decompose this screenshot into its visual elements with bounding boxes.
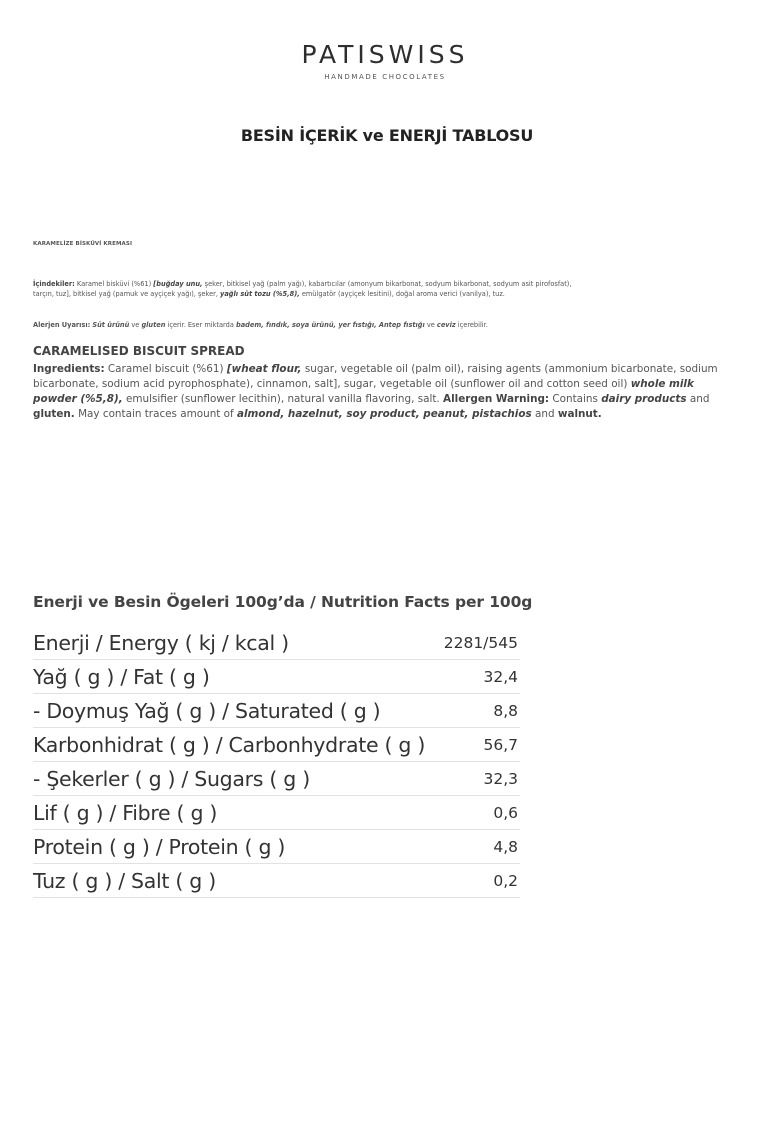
english-product-heading: CARAMELISED BISCUIT SPREAD [33,344,245,358]
nutrition-value: 0,6 [493,803,518,822]
turkish-allergen-text: içerir. Eser miktarda [165,321,236,329]
nutrition-value: 32,3 [483,769,518,788]
english-ingredients-bold: whole milk powder (%5,8), [33,378,694,405]
turkish-allergen-bold: ceviz [436,321,456,329]
english-allergen-bold: dairy products [601,393,687,405]
turkish-allergen-bold: Süt ürünü [92,321,130,329]
nutrition-row-protein [33,830,520,864]
turkish-ingredients [33,279,593,299]
brand-name: PATISWISS [301,40,469,69]
english-ingredients-text: emulsifier (sunflower lecithin), natural vanilla flavoring, salt. [122,393,444,405]
nutrition-label: - Doymuş Yağ ( g ) / Saturated ( g ) [33,698,381,723]
english-ingredients [33,362,739,422]
nutrition-row-energy [33,626,520,660]
nutrition-label: Yağ ( g ) / Fat ( g ) [33,664,210,689]
nutrition-facts-title: Enerji ve Besin Ögeleri 100g’da / Nutrition Facts per 100g [33,593,533,611]
turkish-product-heading: KARAMELİZE BİSKÜVİ KREMASI [33,241,133,247]
english-allergen-text: and [686,393,710,405]
nutrition-label: - Şekerler ( g ) / Sugars ( g ) [33,766,310,791]
english-allergen-label: Allergen Warning: [443,393,550,405]
nutrition-label: Karbonhidrat ( g ) / Carbonhydrate ( g ) [33,732,426,757]
brand-tagline: HANDMADE CHOCOLATES [324,73,446,81]
nutrition-row-salt [33,864,520,898]
nutrition-label: Protein ( g ) / Protein ( g ) [33,834,286,859]
nutrition-row-fibre [33,796,520,830]
english-allergen-text: Contains [549,393,602,405]
nutrition-label: Enerji / Energy ( kj / kcal ) [33,630,289,655]
document-title: BESİN İÇERİK ve ENERJİ TABLOSU [240,126,534,145]
english-allergen-text: and [531,408,558,420]
english-allergen-bold: almond, hazelnut, soy product, peanut, pistachios [236,408,532,420]
turkish-allergen-label: Alerjen Uyarısı: [33,321,91,329]
turkish-ingredients-label: İçindekiler: [33,280,75,288]
nutrition-value: 56,7 [483,735,518,754]
nutrition-row-saturated [33,694,520,728]
english-allergen-text: May contain traces amount of [74,408,237,420]
turkish-allergen-text: ve [424,321,437,329]
brand-logo [0,40,760,81]
nutrition-value: 4,8 [493,837,518,856]
nutrition-value: 0,2 [493,871,518,890]
english-allergen-bold: gluten. [33,408,75,420]
nutrition-facts-table [33,626,520,898]
english-ingredients-bold: [wheat flour, [226,363,302,375]
turkish-allergen-bold: badem, fındık, soya ürünü, yer fıstığı, Antep fıstığı [235,321,425,329]
nutrition-label: Tuz ( g ) / Salt ( g ) [33,868,216,893]
english-ingredients-label: Ingredients: [33,363,105,375]
turkish-ingredients-text: şeker, bitkisel yağ (palm yağı), kabartıcılar (amonyum bikarbonat, sodyum bikarbonat, sodyum asit pirofosfat), tarçın, tuz], bitkisel yağ (pamuk ve ayçiçek yağı), şeker, [33,280,572,298]
nutrition-row-fat [33,660,520,694]
english-ingredients-text: sugar, vegetable oil (palm oil), raising agents (ammonium bicarbonate, sodium bicarbonate, sodium acid pyrophosphate), cinnamon, salt], sugar, vegetable oil (sunflower oil and cotton seed oil) [33,363,718,390]
turkish-ingredients-bold: yağlı süt tozu (%5,8), [220,290,300,298]
english-ingredients-text: Caramel biscuit (%61) [104,363,227,375]
turkish-ingredients-bold: [buğday unu, [153,280,203,288]
turkish-ingredients-text: emülgatör (ayçiçek lesitini), doğal aroma verici (vanilya), tuz. [299,290,505,298]
nutrition-value: 2281/545 [443,633,518,652]
nutrition-value: 8,8 [493,701,518,720]
turkish-allergen-warning [33,320,593,330]
english-allergen-bold: walnut. [557,408,602,420]
nutrition-row-carbohydrate [33,728,520,762]
turkish-allergen-text: içerebilir. [455,321,488,329]
turkish-allergen-bold: gluten [141,321,166,329]
nutrition-row-sugars [33,762,520,796]
nutrition-label: Lif ( g ) / Fibre ( g ) [33,800,218,825]
turkish-allergen-text: ve [129,321,142,329]
turkish-ingredients-text: Karamel bisküvi (%61) [74,280,154,288]
nutrition-value: 32,4 [483,667,518,686]
